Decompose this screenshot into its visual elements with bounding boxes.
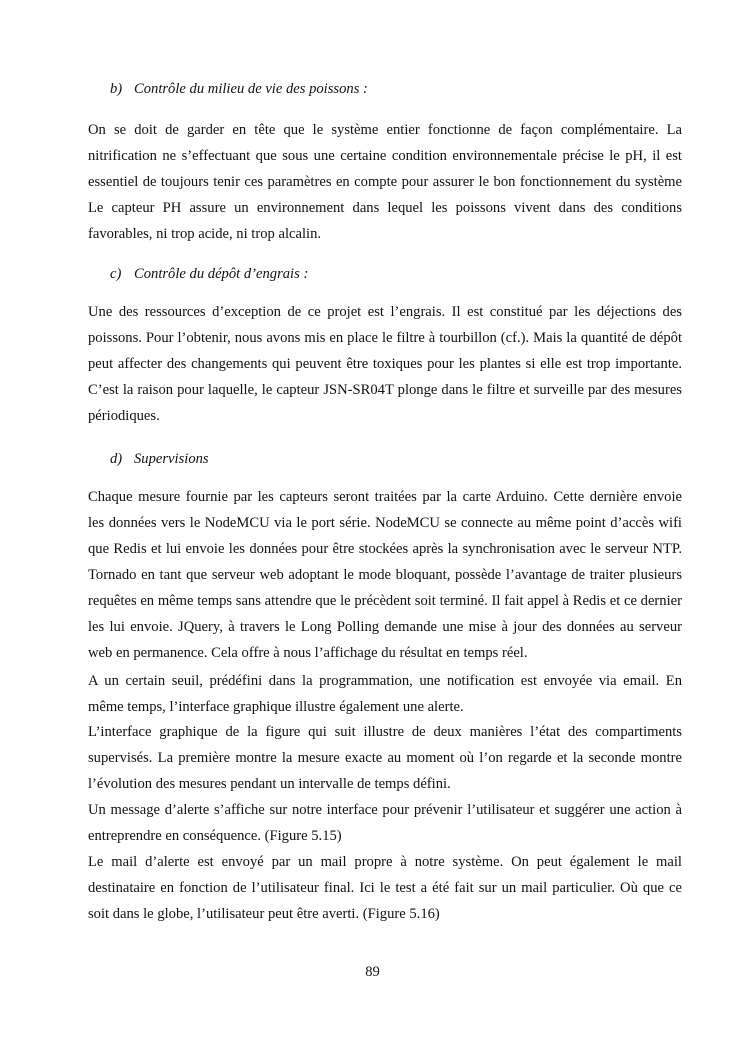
- paragraph-line: supervisés. La première montre la mesure exacte au moment où l’on regarde et la seconde montre: [88, 750, 682, 766]
- paragraph-line: les données vers le NodeMCU via le port série. NodeMCU se connecte au même point d’accès wifi: [88, 515, 682, 531]
- section-heading: [110, 450, 209, 468]
- paragraph-line: C’est la raison pour laquelle, le capteur JSN-SR04T plonge dans le filtre et surveille par des mesures: [88, 382, 682, 398]
- paragraph-line: soit dans le globe, l’utilisateur peut être averti. (Figure 5.16): [88, 906, 440, 922]
- paragraph-line: requêtes en même temps sans attendre que le précèdent soit terminé. Il fait appel à Redis et ce dernier: [88, 593, 682, 609]
- paragraph-line: Le mail d’alerte est envoyé par un mail propre à notre système. On peut également le mail: [88, 854, 682, 870]
- paragraph-line: L’interface graphique de la figure qui suit illustre de deux manières l’état des compartiments: [88, 724, 682, 740]
- paragraph-line: même temps, l’interface graphique illustre également une alerte.: [88, 699, 464, 715]
- paragraph-line: destinataire en fonction de l’utilisateur final. Ici le test a été fait sur un mail particulier. Où que ce: [88, 880, 682, 896]
- paragraph-line: périodiques.: [88, 408, 160, 424]
- page-number: 89: [365, 964, 380, 980]
- paragraph-line: peut affecter des changements qui peuvent être toxiques pour les plantes si elle est trop importante.: [88, 356, 682, 372]
- section-title: Supervisions: [134, 451, 209, 467]
- paragraph-line: nitrification ne s’effectuant que sous une certaine condition environnementale précise le pH, il est: [88, 148, 682, 164]
- paragraph-line: On se doit de garder en tête que le système entier fonctionne de façon complémentaire. La: [88, 122, 682, 138]
- section-label: c): [110, 266, 122, 282]
- paragraph-line: Une des ressources d’exception de ce projet est l’engrais. Il est constitué par les déjections des: [88, 304, 682, 320]
- section-title: Contrôle du dépôt d’engrais :: [134, 266, 309, 282]
- paragraph-line: l’évolution des mesures pendant un intervalle de temps défini.: [88, 776, 451, 792]
- paragraph-line: entreprendre en conséquence. (Figure 5.15): [88, 828, 342, 844]
- section-heading: [110, 265, 308, 283]
- section-title: Contrôle du milieu de vie des poissons :: [134, 81, 368, 97]
- section-label: b): [110, 81, 123, 97]
- paragraph-line: web en permanence. Cela offre à nous l’affichage du résultat en temps réel.: [88, 645, 528, 661]
- paragraph-line: essentiel de toujours tenir ces paramètres en compte pour assurer le bon fonctionnement du système: [88, 174, 682, 190]
- paragraph-line: A un certain seuil, prédéfini dans la programmation, une notification est envoyée via email. En: [88, 673, 682, 689]
- section-label: d): [110, 451, 123, 467]
- paragraph-line: Le capteur PH assure un environnement dans lequel les poissons vivent dans des conditions: [88, 200, 682, 216]
- section-heading: [110, 80, 368, 98]
- paragraph-line: Tornado en tant que serveur web adoptant le mode bloquant, possède l’avantage de traiter plusieurs: [88, 567, 682, 583]
- paragraph-line: favorables, ni trop acide, ni trop alcalin.: [88, 226, 322, 242]
- paragraph-line: poissons. Pour l’obtenir, nous avons mis en place le filtre à tourbillon (cf.). Mais la quantité de dépôt: [88, 330, 682, 346]
- paragraph-line: Chaque mesure fournie par les capteurs seront traitées par la carte Arduino. Cette dernière envoie: [88, 489, 682, 505]
- paragraph-line: Un message d’alerte s’affiche sur notre interface pour prévenir l’utilisateur et suggérer une action à: [88, 802, 682, 818]
- paragraph-line: que Redis et lui envoie les données pour être stockées après la synchronisation avec le serveur NTP.: [88, 541, 682, 557]
- paragraph-line: les lui envoie. JQuery, à travers le Long Polling demande une mise à jour des données au serveur: [88, 619, 682, 635]
